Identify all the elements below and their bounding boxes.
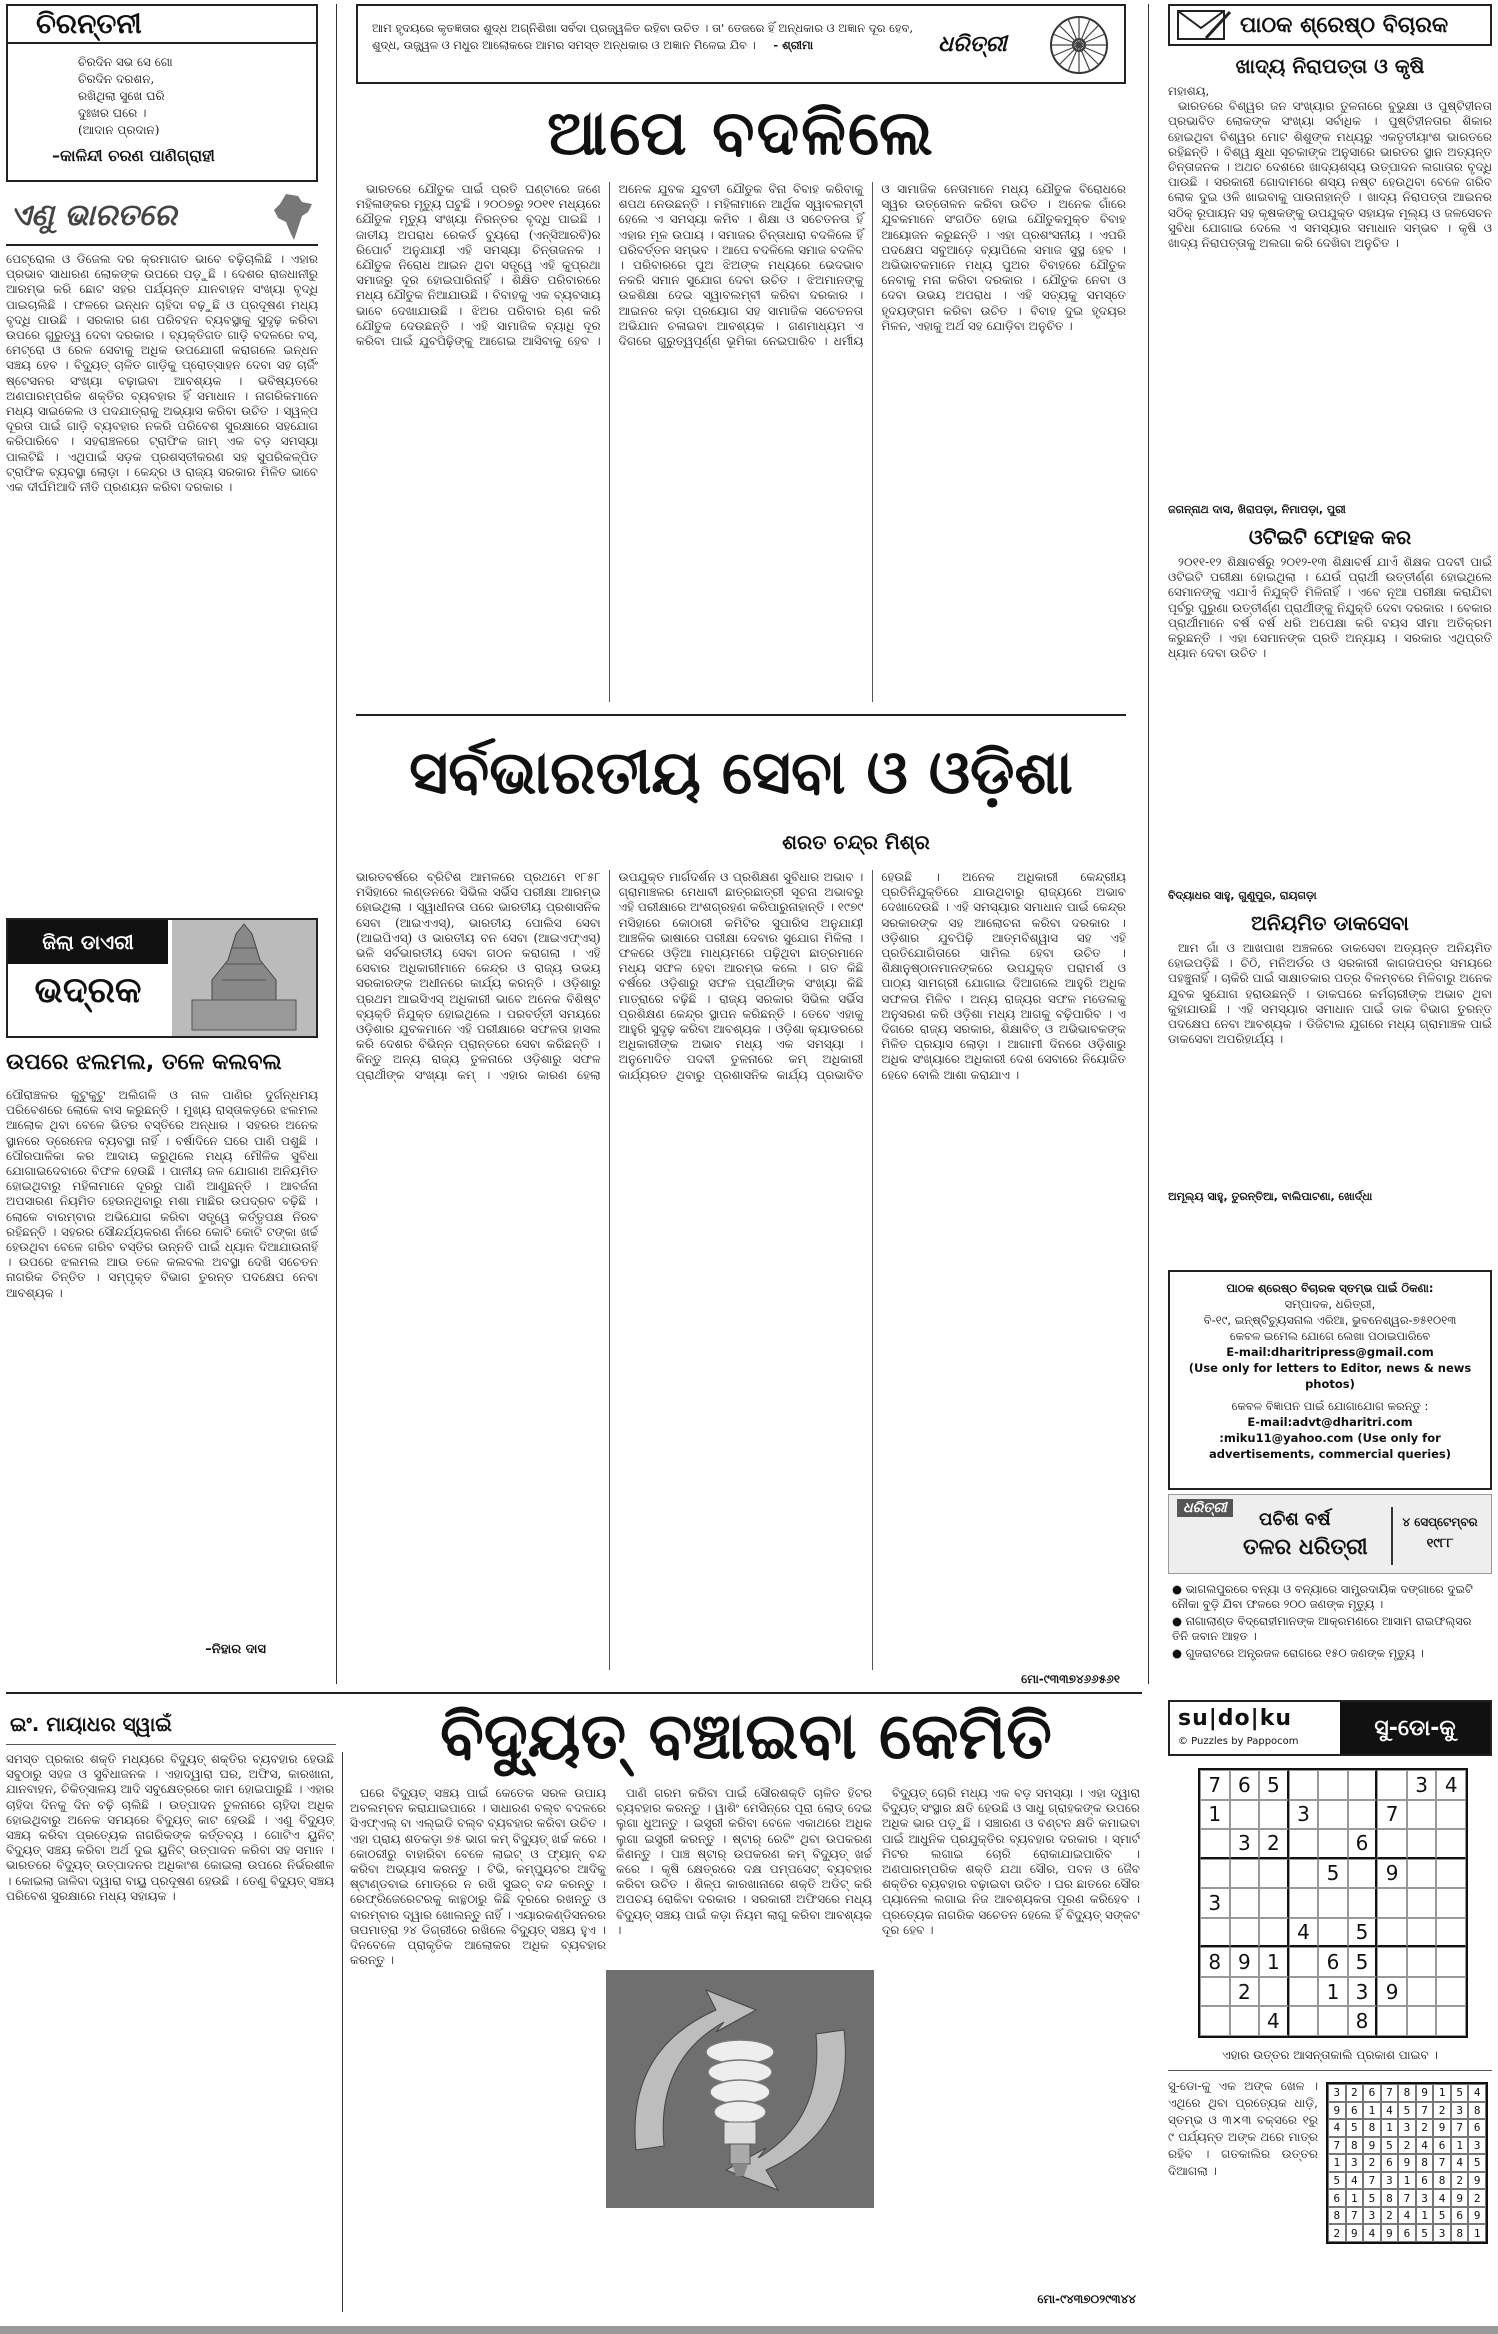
solution-cell: 4 [1346, 2172, 1364, 2190]
pachisa-barsha-box [1168, 1494, 1492, 1674]
sudoku-cell[interactable]: 8 [1200, 1947, 1230, 1977]
solution-cell: 3 [1468, 2137, 1486, 2155]
solution-cell: 5 [1328, 2172, 1346, 2190]
sudoku-cell[interactable]: 6 [1230, 1770, 1260, 1800]
contact-box [1168, 1270, 1492, 1490]
solution-cell: 4 [1416, 2137, 1434, 2155]
solution-cell: 3 [1328, 2084, 1346, 2102]
sudoku-cell[interactable] [1289, 1829, 1319, 1859]
solution-cell: 9 [1346, 2224, 1364, 2242]
sudoku-cell[interactable]: 8 [1348, 2006, 1378, 2036]
sudoku-cell[interactable] [1230, 1859, 1260, 1889]
sudoku-cell[interactable]: 5 [1348, 1947, 1378, 1977]
solution-cell: 3 [1398, 2119, 1416, 2137]
solution-cell: 3 [1346, 2154, 1364, 2172]
solution-cell: 4 [1468, 2084, 1486, 2102]
solution-cell: 8 [1416, 2154, 1434, 2172]
sudoku-cell[interactable] [1259, 1977, 1289, 2007]
solution-cell: 3 [1416, 2189, 1434, 2207]
bidyut-col2-text: ଘରେ ବିଦ୍ୟୁତ୍ ସଞ୍ଚୟ ପାଇଁ କେତେକ ସରଳ ଉପାୟ ଅବଲମ୍ବନ କରାଯାଇପାରେ । ସାଧାରଣ ବଲ୍ବ ବଦଳରେ ସିଏଫ୍‌ଏଲ୍ ବା ଏଲ୍‌ଇଡି ବଲ୍ବ ବ୍ୟବହାର କରିବା ଉଚିତ । ଏହା ପ୍ରାୟ ଶତକଡ଼ା ୭୫ ଭାଗ କମ୍ ବିଦ୍ୟୁତ୍ ଖର୍ଚ୍ଚ କରେ । କୋଠରୀରୁ ବାହାରିବା ବେଳେ ଲାଇଟ୍ ଓ ଫ୍ୟାନ୍ ବନ୍ଦ କରିବା ଅଭ୍ୟାସ କରନ୍ତୁ । ଟିଭି, କମ୍ପ୍ୟୁଟର ଆଦିକୁ ଷ୍ଟାଣ୍ଡବାଇ ମୋଡ୍‌ରେ ନ ରଖି ସୁଇଚ୍ ବନ୍ଦ କରନ୍ତୁ । ରେଫ୍ରିଜେରେଟରକୁ କାନ୍ଥଠାରୁ କିଛି ଦୂରରେ ରଖନ୍ତୁ ଓ ବାରମ୍ବାର ଦ୍ୱାର ଖୋଲନ୍ତୁ ନାହିଁ । ଏୟାରକଣ୍ଡିସନରର ତାପମାତ୍ରା ୨୪ ଡିଗ୍ରୀରେ ରଖିଲେ ବିଦ୍ୟୁତ୍ ସଞ୍ଚୟ ହୁଏ । ଦିନବେଳେ ପ୍ରାକୃତିକ ଆଲୋକର ଅଧିକ ବ୍ୟବହାର କରନ୍ତୁ । [350, 1786, 606, 1968]
sudoku-cell[interactable] [1436, 1918, 1466, 1948]
solution-cell: 2 [1416, 2119, 1434, 2137]
sudoku-cell[interactable] [1407, 1859, 1437, 1889]
pachisa-item: ● ଗୁଜରାଟରେ ଅନ୍ତ୍ରଜଳ ରୋଗରେ ୧୫୦ ଜଣଙ୍କ ମୃତ୍ୟୁ । [1172, 1646, 1424, 1660]
solution-cell: 8 [1346, 2137, 1364, 2155]
solution-cell: 5 [1363, 2189, 1381, 2207]
solution-cell: 3 [1451, 2102, 1469, 2120]
contact-ad-email2[interactable]: :miku11@yahoo.com (Use only for [1219, 1431, 1441, 1445]
sudoku-cell[interactable]: 5 [1259, 1770, 1289, 1800]
sudoku-cell[interactable] [1200, 2006, 1230, 2036]
chirantani-header [8, 6, 316, 44]
solution-cell: 2 [1328, 2224, 1346, 2242]
sudoku-cell[interactable] [1377, 1888, 1407, 1918]
sudoku-cell[interactable]: 4 [1289, 1918, 1319, 1948]
sudoku-brand: su|do|ku [1178, 1706, 1292, 1731]
cfl-bulb-image [606, 1970, 874, 2208]
sudoku-cell[interactable] [1318, 1888, 1348, 1918]
quote-brand: ଧରିତ୍ରୀ [938, 32, 1007, 57]
sudoku-cell[interactable]: 2 [1230, 1977, 1260, 2007]
solution-cell: 9 [1451, 2189, 1469, 2207]
pachisa-item: ● ଭାଗଲପୁରରେ ବନ୍ୟା ଓ ବନ୍ୟାରେ ସାମ୍ପ୍ରଦାୟିକ ଦଙ୍ଗାରେ ଦୁଇଟି ନୌକା ବୁଡ଼ି ଯିବା ଫଳରେ ୨୦୦ ଜଣଙ୍କ ମୃତ୍ୟୁ । [1172, 1582, 1473, 1611]
solution-cell: 9 [1328, 2102, 1346, 2120]
sarba-contact: ମୋ-୯୩୩୭୪୬୬୫୬୧ [1021, 1672, 1120, 1686]
envelope-icon [1176, 8, 1232, 42]
sudoku-solution [1326, 2082, 1488, 2244]
sudoku-cell[interactable]: 1 [1318, 1977, 1348, 2007]
sudoku-cell[interactable] [1259, 1918, 1289, 1948]
sudoku-cell[interactable] [1436, 1947, 1466, 1977]
ebharatare-text: ପେଟ୍ରୋଲ ଓ ଡିଜେଲ ଦର କ୍ରମାଗତ ଭାବେ ବଢ଼ିଚାଲିଛି । ଏହାର ପ୍ରଭାବ ସାଧାରଣ ଲୋକଙ୍କ ଉପରେ ପଡ଼ୁଛି । ଦେଶର ରାଜଧାନୀରୁ ଆରମ୍ଭ କରି ଛୋଟ ସହର ପର୍ଯ୍ୟନ୍ତ ଯାନବାହନ ସଂଖ୍ୟା ବୃଦ୍ଧି ପାଇଚାଲିଛି । ଫଳରେ ଇନ୍ଧନ ଚାହିଦା ବଢ଼ୁଛି ଓ ପ୍ରଦୂଷଣ ମଧ୍ୟ ବୃଦ୍ଧି ପାଉଛି । ସରକାର ଗଣ ପରିବହନ ବ୍ୟବସ୍ଥାକୁ ସୁଦୃଢ଼ କରିବା ଉପରେ ଗୁରୁତ୍ୱ ଦେବା ଦରକାର । ବ୍ୟକ୍ତିଗତ ଗାଡ଼ି ବଦଳରେ ବସ୍, ମେଟ୍ରୋ ଓ ରେଳ ସେବାକୁ ଅଧିକ ଉପଯୋଗୀ କରାଗଲେ ଇନ୍ଧନ ସଞ୍ଚୟ ହେବ । ବିଦ୍ୟୁତ୍ ଚାଳିତ ଗାଡ଼ିକୁ ପ୍ରୋତ୍ସାହନ ଦେବା ସହ ଚାର୍ଜିଂ ଷ୍ଟେସନର ସଂଖ୍ୟା ବଢ଼ାଇବା ଆବଶ୍ୟକ । ଭବିଷ୍ୟତରେ ଅଣପାରମ୍ପରିକ ଶକ୍ତିର ବ୍ୟବହାର ହିଁ ସମାଧାନ । ନାଗରିକମାନେ ମଧ୍ୟ ସାଇକେଲ ଓ ପଦଯାତ୍ରାକୁ ଅଭ୍ୟାସ କରିବା ଉଚିତ । ସ୍ୱଳ୍ପ ଦୂରତା ପାଇଁ ଗାଡ଼ି ବ୍ୟବହାର ନକରି ପରିବେଶ ସୁରକ୍ଷାରେ ସହଯୋଗ କରିପାରିବେ । ସହରାଞ୍ଚଳରେ ଟ୍ରାଫିକ ଜାମ୍ ଏକ ବଡ଼ ସମସ୍ୟା ପାଲଟିଛି । ଏଥିପାଇଁ ସଡ଼କ ପ୍ରଶସ୍ତୀକରଣ ସହ ସୁପରିକଳ୍ପିତ ଟ୍ରାଫିକ ବ୍ୟବସ୍ଥା ଲୋଡ଼ା । କେନ୍ଦ୍ର ଓ ରାଜ୍ୟ ସରକାର ମିଳିତ ଭାବେ ଏକ ଦୀର୍ଘମିଆଦି ନୀତି ପ୍ରଣୟନ କରିବା ଦରକାର । [6, 252, 318, 495]
solution-cell: 2 [1398, 2137, 1416, 2155]
sudoku-cell[interactable] [1230, 1800, 1260, 1830]
letter-title: ଓଟିଇଟି ଫୋହକ କର [1248, 525, 1412, 549]
solution-cell: 9 [1468, 2172, 1486, 2190]
column-divider [336, 4, 337, 1684]
sudoku-cell[interactable] [1200, 1977, 1230, 2007]
pachisa-header [1168, 1494, 1492, 1574]
solution-cell: 8 [1363, 2119, 1381, 2137]
letter-body [1168, 555, 1492, 885]
sudoku-cell[interactable] [1230, 1888, 1260, 1918]
district-headline: ଉପରେ ଝଲମଲ, ତଳେ କଲବଲ [6, 1050, 282, 1075]
solution-cell: 7 [1398, 2189, 1416, 2207]
pachisa-item: ● ନାଗାଲାଣ୍ଡ ବିଦ୍ରୋହୀମାନଙ୍କ ଆକ୍ରମଣରେ ଆସାମ ରାଇଫଲ୍‌ସର ତିନି ଜବାନ ଆହତ । [1172, 1614, 1472, 1643]
solution-cell: 9 [1398, 2154, 1416, 2172]
quote-author: - ଶ୍ରୀମା [773, 38, 814, 52]
sudoku-cell[interactable] [1259, 1888, 1289, 1918]
solution-cell: 1 [1346, 2189, 1364, 2207]
sudoku-cell[interactable]: 3 [1230, 1829, 1260, 1859]
pachisa-date1: ୪ ସେପ୍ଟେମ୍ବର [1402, 1515, 1478, 1529]
column-divider [342, 1752, 343, 2312]
solution-cell: 1 [1468, 2224, 1486, 2242]
district-name: ଭଦ୍ରକ [34, 970, 142, 1011]
sudoku-cell[interactable]: 3 [1289, 1800, 1319, 1830]
sudoku-cell[interactable]: 9 [1377, 1859, 1407, 1889]
solution-cell: 2 [1346, 2084, 1364, 2102]
letter-text: ଆମ ଗାଁ ଓ ଆଖପାଖ ଅଞ୍ଚଳରେ ଡାକସେବା ଅତ୍ୟନ୍ତ ଅନିୟମିତ ହୋଇପଡ଼ିଛି । ଚିଠି, ମନିଅର୍ଡର ଓ ସରକାରୀ କାଗଜପତ୍ର ସମୟରେ ପହଞ୍ଚୁନାହିଁ । ଚାକିରି ପାଇଁ ସାକ୍ଷାତକାର ପତ୍ର ବିଳମ୍ବରେ ମିଳିବାରୁ ଅନେକ ଯୁବକ ସୁଯୋଗ ହରାଉଛନ୍ତି । ଡାକଘରେ କର୍ମଚାରୀଙ୍କ ଅଭାବ ଥିବା କୁହାଯାଉଛି । ଏହି ସମସ୍ୟାର ସମାଧାନ ପାଇଁ ଡାକ ବିଭାଗ ତୁରନ୍ତ ପଦକ୍ଷେପ ନେବା ଆବଶ୍ୟକ । ଡିଜିଟାଲ ଯୁଗରେ ମଧ୍ୟ ଗ୍ରାମାଞ୍ଚଳ ପାଇଁ ଡାକସେବା ଅପରିହାର୍ଯ୍ୟ । [1168, 941, 1492, 1047]
solution-cell: 2 [1381, 2207, 1399, 2225]
sudoku-cell[interactable]: 4 [1259, 2006, 1289, 2036]
solution-cell: 6 [1363, 2084, 1381, 2102]
sudoku-cell[interactable] [1289, 2006, 1319, 2036]
sudoku-cell[interactable] [1407, 1977, 1437, 2007]
sudoku-cell[interactable] [1318, 2006, 1348, 2036]
chirantani-author: –କାଳିନ୍ଦୀ ଚରଣ ପାଣିଗ୍ରାହୀ [52, 146, 215, 165]
contact-ad-use: advertisements, commercial queries) [1208, 1447, 1452, 1461]
bidyut-author: ଇଂ. ମାୟାଧର ସ୍ୱାଇଁ [10, 1712, 172, 1736]
solution-cell: 7 [1346, 2207, 1364, 2225]
sarba-body [356, 870, 1126, 1670]
sudoku-cell[interactable] [1289, 1859, 1319, 1889]
letter-title: ଖାଦ୍ୟ ନିରାପତ୍ତା ଓ କୃଷି [1235, 54, 1425, 78]
sudoku-cell[interactable] [1259, 1800, 1289, 1830]
district-text: ପୌରାଞ୍ଚଳର କୁଟୁକୁଟୁ ଅଲିଗଳି ଓ ନାଳ ପାଣିର ଦୁର୍ଗନ୍ଧମୟ ପରିବେଶରେ ଲୋକେ ବାସ କରୁଛନ୍ତି । ମୁଖ୍ୟ ରାସ୍ତାକଡ଼ରେ ଝଲମଲ ଆଲୋକ ଥିବା ବେଳେ ଭିତର ବସ୍ତିରେ ଅନ୍ଧାର । ସହରର ଅନେକ ସ୍ଥାନରେ ଡ୍ରେନେଜ ବ୍ୟବସ୍ଥା ନାହିଁ । ବର୍ଷାଦିନେ ଘରେ ପାଣି ପଶୁଛି । ପୌରପାଳିକା କର ଆଦାୟ କରୁଥିଲେ ମଧ୍ୟ ମୌଳିକ ସୁବିଧା ଯୋଗାଇଦେବାରେ ବିଫଳ ହେଉଛି । ପାନୀୟ ଜଳ ଯୋଗାଣ ଅନିୟମିତ ହୋଇଥିବାରୁ ମହିଳାମାନେ ଦୂରରୁ ପାଣି ଆଣୁଛନ୍ତି । ଆବର୍ଜନା ଅପସାରଣ ନିୟମିତ ହେଉନଥିବାରୁ ମଶା ମାଛିର ଉପଦ୍ରବ ବଢ଼ିଛି । ଲୋକେ ବାରମ୍ବାର ଅଭିଯୋଗ କରିବା ସତ୍ତ୍ୱେ କର୍ତ୍ତୃପକ୍ଷ ନିରବ ରହିଛନ୍ତି । ସହରର ସୌନ୍ଦର୍ଯ୍ୟକରଣ ନାଁରେ କୋଟି କୋଟି ଟଙ୍କା ଖର୍ଚ୍ଚ ହେଉଥିବା ବେଳେ ଗରିବ ବସ୍ତିର ଉନ୍ନତି ପାଇଁ ଧ୍ୟାନ ଦିଆଯାଉନାହିଁ । ଉପରେ ଝଲମଲ ଆଉ ତଳେ କଲବଲ ଅବସ୍ଥା ଦେଖି ସଚେତନ ନାଗରିକ ଚିନ୍ତିତ । ସମ୍ପୃକ୍ତ ବିଭାଗ ତୁରନ୍ତ ପଦକ୍ଷେପ ନେବା ଆବଶ୍ୟକ । [6, 1088, 318, 1300]
divider [1168, 2070, 1492, 2071]
poem-line: ଦୁଃଖର ଘରେ । [78, 106, 147, 120]
sudoku-cell[interactable] [1377, 1770, 1407, 1800]
sudoku-cell[interactable]: 2 [1259, 1829, 1289, 1859]
sudoku-cell[interactable]: 7 [1377, 1800, 1407, 1830]
sudoku-cell[interactable] [1407, 1888, 1437, 1918]
sudoku-cell[interactable] [1407, 2006, 1437, 2036]
sudoku-cell[interactable] [1289, 1947, 1319, 1977]
solution-cell: 8 [1328, 2207, 1346, 2225]
district-diary-banner [6, 918, 318, 1038]
chirantani-title: ଚିରନ୍ତନୀ [36, 7, 142, 40]
district-body [6, 1088, 318, 1636]
contact-intro: ପାଠକ ଶ୍ରେଷ୍ଠ ବିଚାରକ ସ୍ତମ୍ଭ ପାଇଁ ଠିକଣା: [1226, 1281, 1434, 1295]
sudoku-cell[interactable] [1436, 1829, 1466, 1859]
solution-cell: 5 [1381, 2137, 1399, 2155]
solution-cell: 7 [1416, 2102, 1434, 2120]
ape-badalile-text: ଭାରତରେ ଯୌତୁକ ପାଇଁ ପ୍ରତି ଘଣ୍ଟାରେ ଜଣେ ମହିଳାଙ୍କର ମୃତ୍ୟୁ ଘଟୁଛି । ୨୦୦୭ରୁ ୨୦୧୧ ମଧ୍ୟରେ ଯୌତୁକ ମୃତ୍ୟୁ ସଂଖ୍ୟା ନିରନ୍ତର ବୃଦ୍ଧି ପାଇଛି । ଜାତୀୟ ଅପରାଧ ରେକର୍ଡ ବ୍ୟୁରୋ (ଏନ୍‌ସିଆରବି)ର ରିପୋର୍ଟ ଅନୁଯାୟୀ ଏହି ସମସ୍ୟା ଚିନ୍ତାଜନକ । ଯୌତୁକ ନିରୋଧ ଆଇନ ଥିବା ସତ୍ତ୍ୱେ ଏହି କୁପ୍ରଥା ସମାଜରୁ ଦୂର ହୋଇପାରିନାହିଁ । ଶିକ୍ଷିତ ପରିବାରରେ ମଧ୍ୟ ଯୌତୁକ ନିଆଯାଉଛି । ବିବାହକୁ ଏକ ବ୍ୟବସାୟ ଭାବେ ଦେଖାଯାଉଛି । ଝିଅର ପରିବାର ଋଣ କରି ଯୌତୁକ ଦେଉଛନ୍ତି । ଏହି ସାମାଜିକ ବ୍ୟାଧି ଦୂର କରିବା ପାଇଁ ଯୁବପିଢ଼ିଙ୍କୁ ଆଗେଇ ଆସିବାକୁ ହେବ । ଅନେକ ଯୁବକ ଯୁବତୀ ଯୌତୁକ ବିନା ବିବାହ କରିବାକୁ ଶପଥ ନେଉଛନ୍ତି । ମହିଳାମାନେ ଆର୍ଥିକ ସ୍ୱାବଲମ୍ବୀ ହେଲେ ଏ ସମସ୍ୟା କମିବ । ଶିକ୍ଷା ଓ ସଚେତନତା ହିଁ ଏହାର ମୂଳ ଉପାୟ । ସମାଜର ଚିନ୍ତାଧାରା ବଦଳିଲେ ହିଁ ପରିବର୍ତ୍ତନ ସମ୍ଭବ । ଆପେ ବଦଳିଲେ ସମାଜ ବଦଳିବ । ପରିବାରରେ ପୁଅ ଝିଅଙ୍କ ମଧ୍ୟରେ ଭେଦଭାବ ନକରି ସମାନ ସୁଯୋଗ ଦେବା ଉଚିତ । ଝିଅମାନଙ୍କୁ ଉଚ୍ଚଶିକ୍ଷା ଦେଇ ସ୍ୱାବଲମ୍ବୀ କରିବା ଦରକାର । ଆଇନର କଡ଼ା ପ୍ରୟୋଗ ସହ ସାମାଜିକ ସଚେତନତା ଅଭିଯାନ ଚଳାଇବା ଆବଶ୍ୟକ । ଗଣମାଧ୍ୟମ ଏ ଦିଗରେ ଗୁରୁତ୍ୱପୂର୍ଣ୍ଣ ଭୂମିକା ନେଇପାରିବ । ଧର୍ମୀୟ ଓ ସାମାଜିକ ନେତାମାନେ ମଧ୍ୟ ଯୌତୁକ ବିରୋଧରେ ସ୍ୱର ଉତ୍ତୋଳନ କରିବା ଉଚିତ । ଅନେକ ଗାଁରେ ଯୁବକମାନେ ସଂଗଠିତ ହୋଇ ଯୌତୁକମୁକ୍ତ ବିବାହ ଆୟୋଜନ କରୁଛନ୍ତି । ଏହା ପ୍ରଶଂସନୀୟ । ଏପରି ପଦକ୍ଷେପ ସବୁଆଡ଼େ ବ୍ୟାପିଲେ ସମାଜ ସୁସ୍ଥ ହେବ । ଅଭିଭାବକମାନେ ମଧ୍ୟ ପୁଅର ବିବାହରେ ଯୌତୁକ ନେବାକୁ ମନା କରିବା ଦରକାର । ଯୌତୁକ ନେବା ଓ ଦେବା ଉଭୟ ଅପରାଧ । ଏହି ସତ୍ୟକୁ ସମସ୍ତେ ହୃଦୟଙ୍ଗମ କରିବା ଉଚିତ । ବିବାହ ଦୁଇ ହୃଦୟର ମିଳନ, ଏହାକୁ ଅର୍ଥ ସହ ଯୋଡ଼ିବା ଅନୁଚିତ । [356, 182, 1126, 349]
sudoku-cell[interactable] [1377, 2006, 1407, 2036]
letter-body [1168, 84, 1492, 499]
sudoku-cell[interactable] [1318, 1770, 1348, 1800]
solution-cell: 1 [1416, 2207, 1434, 2225]
sudoku-cell[interactable] [1200, 1859, 1230, 1889]
sudoku-cell[interactable] [1436, 2006, 1466, 2036]
solution-cell: 2 [1433, 2102, 1451, 2120]
sudoku-cell[interactable]: 5 [1348, 1918, 1378, 1948]
solution-cell: 3 [1363, 2207, 1381, 2225]
district-author: –ନିହାର ଦାସ [205, 1642, 266, 1657]
poem-line: ଚିରଦିନ ସଭ ସେ ଗୋ [78, 55, 173, 69]
bidyut-lead-text: ସମସ୍ତ ପ୍ରକାର ଶକ୍ତି ମଧ୍ୟରେ ବିଦ୍ୟୁତ୍ ଶକ୍ତିର ବ୍ୟବହାର ହେଉଛି ସବୁଠାରୁ ସହଜ ଓ ସୁବିଧାଜନକ । ଏହାଦ୍ୱାରା ଘର, ଅଫିସ, କାରଖାନା, ଯାନବାହନ, ଚିକିତ୍ସାଳୟ ଆଦି ସବୁକ୍ଷେତ୍ରରେ କାମ ହୋଇପାରୁଛି । ଏହାର ଚାହିଦା ଦିନକୁ ଦିନ ବଢ଼ି ଚାଲିଛି । ଉତ୍ପାଦନ ତୁଳନାରେ ଚାହିଦା ଅଧିକ ହୋଇଥିବାରୁ ଅନେକ ସମୟରେ ବିଦ୍ୟୁତ୍ କାଟ ହେଉଛି । ଏଣୁ ବିଦ୍ୟୁତ୍ ସଞ୍ଚୟ କରିବା ପ୍ରତ୍ୟେକ ନାଗରିକଙ୍କ କର୍ତ୍ତବ୍ୟ । ଗୋଟିଏ ୟୁନିଟ୍ ବିଦ୍ୟୁତ୍ ସଞ୍ଚୟ କରିବା ଅର୍ଥ ଦୁଇ ୟୁନିଟ୍ ଉତ୍ପାଦନ କରିବା ସହ ସମାନ । ଭାରତରେ ବିଦ୍ୟୁତ୍ ଉତ୍ପାଦନର ଅଧିକାଂଶ କୋଇଲା ଉପରେ ନିର୍ଭରଶୀଳ । କୋଇଲା ଜାଳିବା ଦ୍ୱାରା ବାୟୁ ପ୍ରଦୂଷଣ ହେଉଛି । ତେଣୁ ବିଦ୍ୟୁତ୍ ସଞ୍ଚୟ ପରିବେଶ ସୁରକ୍ଷାରେ ମଧ୍ୟ ସହାୟକ । [6, 1752, 334, 1903]
bidyut-headline: ବିଦ୍ୟୁତ୍ ବଞ୍ଚାଇବା କେମିତି [440, 1700, 1052, 1774]
solution-cell: 1 [1328, 2154, 1346, 2172]
footer-strip [0, 2326, 1498, 2334]
solution-cell: 9 [1433, 2119, 1451, 2137]
contact-address: ବି-୧୯, ଇନ୍‌ଷ୍ଟିଚ୍ୟୁସନାଲ ଏରିଆ, ଭୁବନେଶ୍ୱର-୭୫୧୦୧୩ [1203, 1313, 1457, 1327]
solution-cell: 6 [1381, 2154, 1399, 2172]
sudoku-cell[interactable] [1348, 1770, 1378, 1800]
solution-cell: 9 [1468, 2207, 1486, 2225]
bidyut-col4-text: ବିଦ୍ୟୁତ୍ ଚୋରି ମଧ୍ୟ ଏକ ବଡ଼ ସମସ୍ୟା । ଏହା ଦ୍ୱାରା ବିଦ୍ୟୁତ୍ ସଂସ୍ଥାର କ୍ଷତି ହେଉଛି ଓ ସାଧୁ ଗ୍ରାହକଙ୍କ ଉପରେ ଅଧିକ ଭାର ପଡ଼ୁଛି । ସଞ୍ଚାରଣ ଓ ବଣ୍ଟନ କ୍ଷତି କମାଇବା ପାଇଁ ଆଧୁନିକ ପ୍ରଯୁକ୍ତିର ବ୍ୟବହାର ଦରକାର । ସ୍ମାର୍ଟ ମିଟର ଲଗାଇ ଚୋରି ରୋକାଯାଇପାରିବ । ଅଣପାରମ୍ପରିକ ଶକ୍ତି ଯଥା ସୌର, ପବନ ଓ ଜୈବ ଶକ୍ତିର ବ୍ୟବହାର ବଢ଼ାଇବା ଉଚିତ । ଘର ଛାତରେ ସୌର ପ୍ୟାନେଲ ଲଗାଇ ନିଜ ଆବଶ୍ୟକତା ପୂରଣ କରିହେବ । ପ୍ରତ୍ୟେକ ନାଗରିକ ସଚେତନ ହେଲେ ହିଁ ବିଦ୍ୟୁତ୍ ସଙ୍କଟ ଦୂର ହେବ । [882, 1786, 1140, 1937]
solution-cell: 5 [1346, 2119, 1364, 2137]
solution-cell: 5 [1433, 2207, 1451, 2225]
sarba-author: ଶରତ ଚନ୍ଦ୍ର ମିଶ୍ର [782, 830, 930, 854]
bidyut-contact: ମୋ-୯୪୩୭୦୨୯୩୪୪ [1037, 2292, 1136, 2306]
sudoku-cell[interactable] [1377, 1947, 1407, 1977]
letters-header [1168, 4, 1492, 46]
solution-cell: 5 [1451, 2084, 1469, 2102]
sudoku-cell[interactable] [1436, 1977, 1466, 2007]
contact-ad-email[interactable]: E-mail:advt@dharitri.com [1247, 1415, 1413, 1429]
sudoku-cell[interactable]: 6 [1348, 1829, 1378, 1859]
solution-cell: 4 [1433, 2189, 1451, 2207]
sudoku-cell[interactable]: 7 [1200, 1770, 1230, 1800]
sudoku-rules-text: ସୁ-ଡୋ-କୁ ଏକ ଅଙ୍କ ଖେଳ । ଏଥିରେ ଥିବା ପ୍ରତ୍ୟେକ ଧାଡ଼ି, ସ୍ତମ୍ଭ ଓ ୩×୩ ବକ୍ସରେ ୧ରୁ ୯ ପର୍ଯ୍ୟନ୍ତ ଅଙ୍କ ଥରେ ମାତ୍ର ରହିବ । ଗତକାଲିର ଉତ୍ତର ଦିଆଗଲା । [1168, 2079, 1318, 2178]
pachisa-title2: ତଳର ଧରିତ୍ରୀ [1243, 1535, 1368, 1560]
solution-cell: 6 [1416, 2172, 1434, 2190]
solution-cell: 2 [1451, 2172, 1469, 2190]
sudoku-cell[interactable]: 6 [1318, 1947, 1348, 1977]
solution-cell: 6 [1328, 2189, 1346, 2207]
contact-ad-note: କେବଳ ବିଜ୍ଞାପନ ପାଇଁ ଯୋଗାଯୋଗ କରନ୍ତୁ : [1231, 1399, 1429, 1413]
ape-badalile-headline: ଆପେ ବଦଳିଲେ [547, 96, 935, 169]
pachisa-title1: ପଚିଶ ବର୍ଷ [1259, 1509, 1331, 1530]
sudoku-cell[interactable]: 9 [1377, 1977, 1407, 2007]
sudoku-cell[interactable] [1289, 1977, 1319, 2007]
solution-cell: 5 [1416, 2224, 1434, 2242]
solution-cell: 4 [1363, 2224, 1381, 2242]
letter-signature: ଜଗନ୍ନାଥ ଦାସ, ଖିରାପଡ଼ା, ନିମାପଡ଼ା, ପୁରୀ [1168, 503, 1346, 516]
sudoku-cell[interactable] [1436, 1859, 1466, 1889]
sudoku-grid [1198, 1768, 1468, 2038]
letters-column [1168, 54, 1492, 1224]
sudoku-cell[interactable] [1318, 1918, 1348, 1948]
sudoku-answer-note: ଏହାର ଉତ୍ତର ଆସନ୍ତାକାଲି ପ୍ରକାଶ ପାଇବ । [1222, 2048, 1438, 2062]
solution-cell: 2 [1363, 2154, 1381, 2172]
sudoku-cell[interactable]: 3 [1407, 1770, 1437, 1800]
contact-email-note: କେବଳ ଇମେଲ ଯୋଗେ ଲେଖା ପଠାଇପାରିବେ [1229, 1329, 1431, 1343]
solution-cell: 8 [1433, 2172, 1451, 2190]
sudoku-cell[interactable]: 1 [1259, 1947, 1289, 1977]
sudoku-cell[interactable] [1318, 1800, 1348, 1830]
sudoku-cell[interactable]: 4 [1436, 1770, 1466, 1800]
sudoku-header [1168, 1700, 1492, 1756]
solution-cell: 8 [1381, 2189, 1399, 2207]
sudoku-cell[interactable] [1407, 1947, 1437, 1977]
chakra-icon [1048, 14, 1110, 76]
chirantani-poem [78, 54, 308, 139]
letter-title: ଅନିୟମିତ ଡାକସେବା [1251, 911, 1409, 935]
solution-cell: 9 [1363, 2137, 1381, 2155]
solution-cell: 4 [1328, 2119, 1346, 2137]
sudoku-cell[interactable] [1348, 1888, 1378, 1918]
ebharatare-body [6, 252, 318, 882]
solution-cell: 4 [1451, 2154, 1469, 2172]
letter-signature: ଅମୂଲ୍ୟ ସାହୁ, ତୁରନ୍ତିଆ, ବାଲିପାଟଣା, ଖୋର୍ଦ୍ଧା [1168, 1190, 1373, 1203]
sudoku-cell[interactable] [1407, 1800, 1437, 1830]
sudoku-cell[interactable]: 1 [1200, 1800, 1230, 1830]
solution-cell: 7 [1363, 2172, 1381, 2190]
solution-cell: 7 [1433, 2154, 1451, 2172]
solution-cell: 1 [1381, 2119, 1399, 2137]
sarba-text: ଭାରତବର୍ଷରେ ବ୍ରିଟିଶ ଆମଳରେ ପ୍ରଥମେ ୧୮୫୮ ମସିହାରେ ଲଣ୍ଡନରେ ସିଭିଲ ସର୍ଭିସ ପରୀକ୍ଷା ଆରମ୍ଭ ହୋଇଥିଲା । ସ୍ୱାଧୀନତା ପରେ ଭାରତୀୟ ପ୍ରଶାସନିକ ସେବା (ଆଇଏଏସ୍), ଭାରତୀୟ ପୋଲିସ ସେବା (ଆଇପିଏସ୍) ଓ ଭାରତୀୟ ବନ ସେବା (ଆଇଏଫ୍‌ଏସ୍) ଭଳି ସର୍ବଭାରତୀୟ ସେବା ଗଠନ କରାଗଲା । ଏହି ସେବାର ଅଧିକାରୀମାନେ କେନ୍ଦ୍ର ଓ ରାଜ୍ୟ ଉଭୟ ସରକାରଙ୍କ ଅଧୀନରେ କାର୍ଯ୍ୟ କରନ୍ତି । ଓଡ଼ିଶାରୁ ପ୍ରଥମ ଆଇସିଏସ୍ ଅଧିକାରୀ ଭାବେ ଅନେକ ବିଶିଷ୍ଟ ବ୍ୟକ୍ତି ନିଯୁକ୍ତ ହୋଇଥିଲେ । ପରବର୍ତ୍ତୀ ସମୟରେ ଓଡ଼ିଶାର ଯୁବକମାନେ ଏହି ପରୀକ୍ଷାରେ ସଫଳତା ହାସଲ କରି ଦେଶର ବିଭିନ୍ନ ପ୍ରାନ୍ତରେ ସେବା କରିଛନ୍ତି । କିନ୍ତୁ ଅନ୍ୟ ରାଜ୍ୟ ତୁଳନାରେ ଓଡ଼ିଶାରୁ ସଫଳ ପ୍ରାର୍ଥୀଙ୍କ ସଂଖ୍ୟା କମ୍ । ଏହାର କାରଣ ହେଲା ଉପଯୁକ୍ତ ମାର୍ଗଦର୍ଶନ ଓ ପ୍ରଶିକ୍ଷଣ ସୁବିଧାର ଅଭାବ । ଗ୍ରାମାଞ୍ଚଳର ମେଧାବୀ ଛାତ୍ରଛାତ୍ରୀ ସୂଚନା ଅଭାବରୁ ଏହି ପରୀକ୍ଷାରେ ଅଂଶଗ୍ରହଣ କରିପାରୁନାହାନ୍ତି । ୧୯୭୯ ମସିହାରେ କୋଠାରୀ କମିଟିର ସୁପାରିସ ଅନୁଯାୟୀ ଆଞ୍ଚଳିକ ଭାଷାରେ ପରୀକ୍ଷା ଦେବାର ସୁଯୋଗ ମିଳିଲା । ଫଳରେ ଓଡ଼ିଆ ମାଧ୍ୟମରେ ପଢ଼ିଥିବା ଛାତ୍ରମାନେ ମଧ୍ୟ ସଫଳ ହେବା ଆରମ୍ଭ କଲେ । ଗତ କିଛି ବର୍ଷରେ ଓଡ଼ିଶାରୁ ସଫଳ ପ୍ରାର୍ଥୀଙ୍କ ସଂଖ୍ୟା କିଛି ମାତ୍ରାରେ ବଢ଼ିଛି । ରାଜ୍ୟ ସରକାର ସିଭିଲ ସର୍ଭିସ ପ୍ରଶିକ୍ଷଣ କେନ୍ଦ୍ର ସ୍ଥାପନ କରିଛନ୍ତି । ତେବେ ଏହାକୁ ଆହୁରି ସୁଦୃଢ଼ କରିବା ଆବଶ୍ୟକ । ଓଡ଼ିଶା କ୍ୟାଡରରେ ଅଧିକାରୀଙ୍କ ଅଭାବ ମଧ୍ୟ ଏକ ସମସ୍ୟା । ଅନୁମୋଦିତ ପଦବୀ ତୁଳନାରେ କମ୍ ଅଧିକାରୀ କାର୍ଯ୍ୟରତ ଥିବାରୁ ପ୍ରଶାସନିକ କାର୍ଯ୍ୟ ପ୍ରଭାବିତ ହେଉଛି । ଅନେକ ଅଧିକାରୀ କେନ୍ଦ୍ରୀୟ ପ୍ରତିନିଯୁକ୍ତିରେ ଯାଉଥିବାରୁ ରାଜ୍ୟରେ ଅଭାବ ଦେଖାଦେଉଛି । ଏହି ସମସ୍ୟାର ସମାଧାନ ପାଇଁ କେନ୍ଦ୍ର ସରକାରଙ୍କ ସହ ଆଲୋଚନା କରିବା ଦରକାର । ଓଡ଼ିଶାର ଯୁବପିଢ଼ି ଆତ୍ମବିଶ୍ୱାସ ସହ ଏହି ପ୍ରତିଯୋଗିତାରେ ସାମିଲ ହେବା ଉଚିତ । ଶିକ୍ଷାନୁଷ୍ଠାନମାନଙ୍କରେ ଉପଯୁକ୍ତ ପରାମର୍ଶ ଓ ପାଠ୍ୟ ସାମଗ୍ରୀ ଯୋଗାଇ ଦିଆଗଲେ ଆହୁରି ଅଧିକ ସଫଳତା ମିଳିବ । ଅନ୍ୟ ରାଜ୍ୟର ସଫଳ ମଡେଲକୁ ଅନୁସରଣ କରି ଓଡ଼ିଶା ମଧ୍ୟ ଆଗକୁ ବଢ଼ିପାରିବ । ଏ ଦିଗରେ ରାଜ୍ୟ ସରକାର, ଶିକ୍ଷାବିତ୍ ଓ ଅଭିଭାବକଙ୍କ ମିଳିତ ପ୍ରୟାସ ଲୋଡ଼ା । ଆଗାମୀ ଦିନରେ ଓଡ଼ିଶାରୁ ଅଧିକ ସଂଖ୍ୟାରେ ଅଧିକାରୀ ଦେଶ ସେବାରେ ନିୟୋଜିତ ହେବେ ବୋଲି ଆଶା କରାଯାଏ । [356, 870, 1126, 1082]
contact-email-use: (Use only for letters to Editor, news & news photos) [1188, 1361, 1472, 1391]
quote-text: ଆମ ହୃଦୟରେ କୃତଜ୍ଞତାର ଶୁଦ୍ଧ ଅଗ୍ନିଶିଖା ସର୍ବଦା ପ୍ରଜ୍ୱଳିତ ରହିବା ଉଚିତ । ତା' ତେଜରେ ହିଁ ଅନ୍ଧକାର ଓ ଅଜ୍ଞାନ ଦୂର ହେବ, ଶୁଦ୍ଧ, ଉଜ୍ଜ୍ୱଳ ଓ ମଧୁର ଆଲୋକରେ ଆମର ସମସ୍ତ ଅନ୍ଧକାର ଓ ଅଜ୍ଞାନ ମିଳେଇ ଯିବ । [372, 21, 914, 52]
sudoku-cell[interactable] [1200, 1829, 1230, 1859]
sudoku-cell[interactable] [1318, 1829, 1348, 1859]
solution-cell: 2 [1468, 2189, 1486, 2207]
sudoku-cell[interactable]: 3 [1348, 1977, 1378, 2007]
chirantani-box [6, 4, 318, 182]
bidyut-col4 [882, 1786, 1140, 2312]
solution-cell: 6 [1398, 2224, 1416, 2242]
solution-cell: 1 [1433, 2084, 1451, 2102]
bidyut-lead [6, 1752, 334, 2312]
sudoku-cell[interactable] [1377, 1918, 1407, 1948]
solution-cell: 7 [1381, 2084, 1399, 2102]
solution-cell: 8 [1451, 2224, 1469, 2242]
poem-line: ରଖିଥିଲା ସୁଖେ ଘରି [78, 89, 165, 103]
solution-cell: 5 [1398, 2102, 1416, 2120]
solution-cell: 6 [1346, 2102, 1364, 2120]
solution-cell: 4 [1398, 2207, 1416, 2225]
sudoku-cell[interactable] [1407, 1829, 1437, 1859]
letters-title: ପାଠକ ଶ୍ରେଷ୍ଠ ବିଚାରକ [1240, 12, 1449, 38]
pachisa-brand: ଧରିତ୍ରୀ [1177, 1499, 1233, 1517]
sudoku-cell[interactable]: 5 [1318, 1859, 1348, 1889]
solution-cell: 6 [1468, 2119, 1486, 2137]
solution-cell: 1 [1451, 2137, 1469, 2155]
bidyut-col2 [350, 1786, 606, 2312]
contact-email[interactable]: E-mail:dharitripress@gmail.com [1226, 1345, 1434, 1359]
solution-cell: 6 [1433, 2137, 1451, 2155]
ape-badalile-body [356, 182, 1126, 702]
solution-cell: 1 [1398, 2172, 1416, 2190]
sudoku-cell[interactable] [1230, 2006, 1260, 2036]
letter-signature: ବିଦ୍ୟାଧର ସାହୁ, ଗୁଣୁପୁର, ରାୟଗଡ଼ା [1168, 889, 1317, 902]
india-map-icon [272, 192, 316, 242]
ebharatare-header [6, 190, 318, 246]
solution-cell: 9 [1381, 2224, 1399, 2242]
district-diary-label: ଜିଲା ଡାଏରୀ [8, 920, 168, 964]
divider [6, 1692, 1142, 1694]
quote-text-area [372, 20, 932, 54]
poem-line: ଚିରଦିନ ଦରଶନ, [78, 72, 155, 86]
sudoku-cell[interactable]: 9 [1230, 1947, 1260, 1977]
bidyut-col3 [616, 1786, 872, 1966]
solution-cell: 3 [1381, 2172, 1399, 2190]
letter-body [1168, 941, 1492, 1186]
letter-text: ଭାରତରେ ବିଶ୍ୱର ଜନ ସଂଖ୍ୟାର ତୁଳନାରେ ବୁଭୁକ୍ଷା ଓ ପୁଷ୍ଟିହୀନତା ପ୍ରଭାବିତ ଲୋକଙ୍କ ସଂଖ୍ୟା ସର୍ବାଧିକ । ପୁଷ୍ଟିହୀନତାର ଶିକାର ହୋଇଥିବା ବିଶ୍ୱର ମୋଟ ଶିଶୁଙ୍କ ମଧ୍ୟରୁ ଏକତୃତୀୟାଂଶ ଭାରତରେ ରହିଛନ୍ତି । ବିଶ୍ୱ କ୍ଷୁଧା ସୂଚକାଙ୍କ ଅନୁସାରେ ଭାରତର ସ୍ଥାନ ଅତ୍ୟନ୍ତ ଚିନ୍ତାଜନକ । ଅଥଚ ଦେଶରେ ଖାଦ୍ୟଶସ୍ୟ ଉତ୍ପାଦନ ଲଗାତାର ବୃଦ୍ଧି ପାଉଛି । ସରକାରୀ ଗୋଦାମରେ ଶସ୍ୟ ନଷ୍ଟ ହେଉଥିବା ବେଳେ ଗରିବ ଲୋକ ଦୁଇ ଓଳି ଖାଇବାକୁ ପାଉନାହାନ୍ତି । ଖାଦ୍ୟ ନିରାପତ୍ତା ଆଇନର ସଠିକ୍ ରୂପାୟନ ସହ କୃଷକଙ୍କୁ ଉପଯୁକ୍ତ ସହାୟକ ମୂଲ୍ୟ ଓ ଜଳସେଚନ ସୁବିଧା ଯୋଗାଇ ଦେଲେ ଏ ସମସ୍ୟାର ସମାଧାନ ସମ୍ଭବ । କୃଷି ଓ ଖାଦ୍ୟ ନିରାପତ୍ତାକୁ ଅଲଗା କରି ଦେଖିବା ଅନୁଚିତ । [1168, 99, 1492, 251]
solution-cell: 3 [1433, 2224, 1451, 2242]
sudoku-rules [1168, 2078, 1318, 2314]
column-divider [1148, 4, 1149, 1684]
letter-text: ୨୦୧୧-୧୨ ଶିକ୍ଷାବର୍ଷରୁ ୨୦୧୨-୧୩ ଶିକ୍ଷାବର୍ଷ ଯାଏଁ ଶିକ୍ଷକ ପଦବୀ ପାଇଁ ଓଟିଇଟି ପରୀକ୍ଷା ହୋଇଥିଲା । ଯେଉଁ ପ୍ରାର୍ଥୀ ଉତ୍ତୀର୍ଣ୍ଣ ହୋଇଥିଲେ ସେମାନଙ୍କୁ ଏଯାଏଁ ନିଯୁକ୍ତି ମିଳିନାହିଁ । ଏବେ ନୂଆ ପରୀକ୍ଷା କରାଯିବା ପୂର୍ବରୁ ପୁରୁଣା ଉତ୍ତୀର୍ଣ୍ଣ ପ୍ରାର୍ଥୀଙ୍କୁ ନିଯୁକ୍ତି ଦେବା ଦରକାର । ବେକାର ପ୍ରାର୍ଥୀମାନେ ବର୍ଷ ବର୍ଷ ଧରି ଅପେକ୍ଷା କରି ବୟସ ସୀମା ଅତିକ୍ରମ କରୁଛନ୍ତି । ଏହା ସେମାନଙ୍କ ପ୍ରତି ଅନ୍ୟାୟ । ସରକାର ଏଥିପ୍ରତି ଧ୍ୟାନ ଦେବା ଉଚିତ । [1168, 555, 1492, 661]
sudoku-cell[interactable] [1348, 1859, 1378, 1889]
solution-cell: 4 [1381, 2102, 1399, 2120]
solution-cell: 9 [1416, 2084, 1434, 2102]
sudoku-cell[interactable] [1289, 1888, 1319, 1918]
sudoku-cell[interactable] [1230, 1918, 1260, 1948]
contact-editor: ସମ୍ପାଦକ, ଧରିତ୍ରୀ, [1284, 1297, 1376, 1311]
solution-cell: 1 [1363, 2102, 1381, 2120]
quote-box [356, 4, 1126, 84]
sudoku-cell[interactable] [1407, 1918, 1437, 1948]
pachisa-date2: ୧୯୮୮ [1426, 1536, 1454, 1551]
sarba-headline: ସର୍ବଭାରତୀୟ ସେବା ଓ ଓଡ଼ିଶା [409, 738, 1073, 808]
sudoku-title: ସୁ-ଡୋ-କୁ [1340, 1702, 1490, 1754]
sudoku-cell[interactable] [1259, 1859, 1289, 1889]
sudoku-cell[interactable]: 3 [1200, 1888, 1230, 1918]
sudoku-cell[interactable] [1436, 1888, 1466, 1918]
solution-cell: 7 [1451, 2119, 1469, 2137]
ebharatare-title: ଏଣୁ ଭାରତରେ [10, 198, 177, 233]
solution-cell: 6 [1451, 2207, 1469, 2225]
sudoku-cell[interactable] [1348, 1800, 1378, 1830]
pachisa-date-box [1391, 1507, 1487, 1565]
temple-image [172, 920, 316, 1036]
solution-cell: 7 [1328, 2137, 1346, 2155]
solution-cell: 5 [1468, 2154, 1486, 2172]
sudoku-cell[interactable] [1377, 1829, 1407, 1859]
divider [6, 1744, 336, 1745]
bidyut-col3-text: ପାଣି ଗରମ କରିବା ପାଇଁ ସୌରଶକ୍ତି ଚାଳିତ ହିଟର ବ୍ୟବହାର କରନ୍ତୁ । ୱାଶିଂ ମେସିନ୍‌ରେ ପୂରା ଲୋଡ୍ ଦେଇ ଲୁଗା ଧୁଅନ୍ତୁ । ଇସ୍ତ୍ରୀ କରିବା ବେଳେ ଏକାଥରେ ଅଧିକ ଲୁଗା ଇସ୍ତ୍ରୀ କରନ୍ତୁ । ଷ୍ଟାର୍ ରେଟିଂ ଥିବା ଉପକରଣ କିଣନ୍ତୁ । ପାଞ୍ଚ ଷ୍ଟାର୍ ଉପକରଣ କମ୍ ବିଦ୍ୟୁତ୍ ଖର୍ଚ୍ଚ କରେ । କୃଷି କ୍ଷେତ୍ରରେ ଦକ୍ଷ ପମ୍ପସେଟ୍ ବ୍ୟବହାର କରିବା ଉଚିତ । ଶିଳ୍ପ କାରଖାନାରେ ଶକ୍ତି ଅଡିଟ୍ କରି ଅପଚୟ ରୋକିବା ଦରକାର । ସରକାରୀ ଅଫିସରେ ମଧ୍ୟ ବିଦ୍ୟୁତ୍ ସଞ୍ଚୟ ପାଇଁ କଡ଼ା ନିୟମ ଲାଗୁ କରିବା ଆବଶ୍ୟକ । [616, 1786, 872, 1937]
solution-cell: 8 [1468, 2102, 1486, 2120]
divider [356, 714, 1126, 716]
sudoku-credit: © Puzzles by Pappocom [1178, 1736, 1299, 1747]
solution-cell: 8 [1398, 2084, 1416, 2102]
poem-line: (ଆଦାନ ପ୍ରଦାନ) [78, 123, 160, 137]
sudoku-cell[interactable] [1289, 1770, 1319, 1800]
sudoku-cell[interactable] [1436, 1800, 1466, 1830]
sudoku-cell[interactable] [1200, 1918, 1230, 1948]
pachisa-items [1172, 1582, 1488, 1661]
letter-salutation: ମହାଶୟ, [1168, 84, 1210, 98]
